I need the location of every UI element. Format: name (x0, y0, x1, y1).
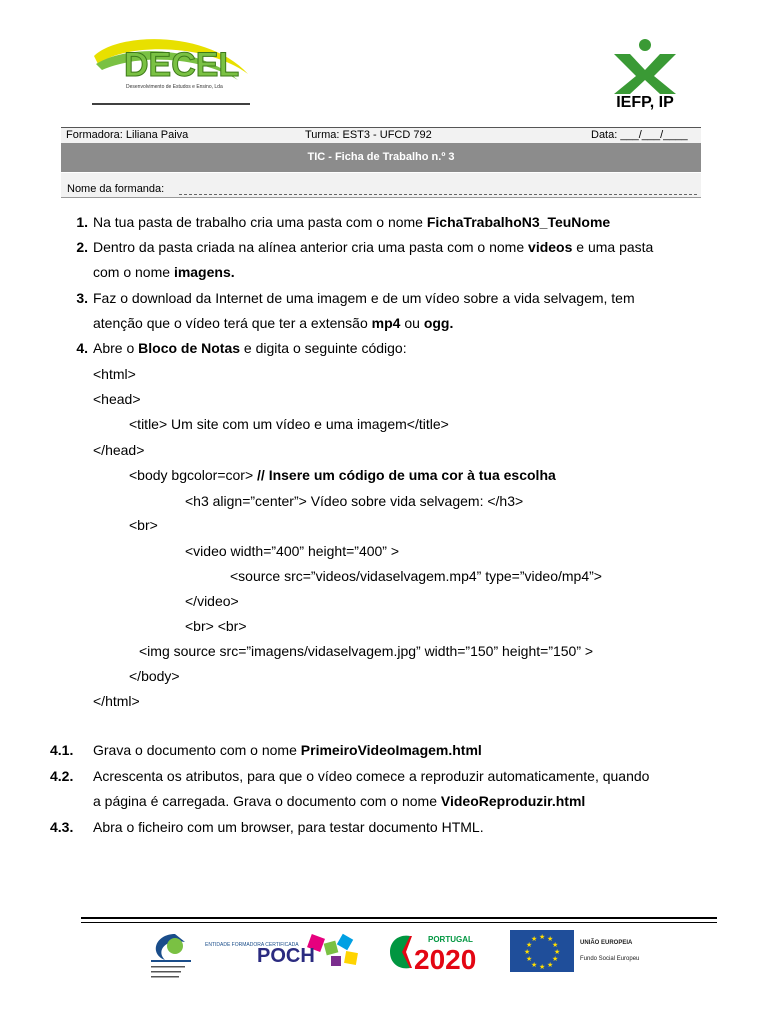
eu-fse-logo (510, 930, 662, 972)
code-line: </video> (185, 593, 239, 609)
worksheet-title-text: TIC - Ficha de Trabalho n.º 3 (307, 151, 455, 163)
item-number: 4. (76, 340, 88, 356)
svg-text:★: ★ (539, 963, 546, 971)
item-text: Abre o (93, 340, 139, 356)
iefp-logo (600, 38, 690, 111)
item-number: 1. (76, 214, 88, 230)
code-line: <br> (129, 517, 158, 533)
portugal-text: PORTUGAL (428, 935, 473, 944)
portugal-2020-logo (388, 932, 494, 975)
item-text: a página é carregada. Grava o documento com o nome (93, 793, 441, 809)
sub-item-4-3 (50, 818, 484, 836)
svg-text:★: ★ (526, 941, 533, 949)
list-item-3-cont (93, 314, 453, 332)
item-text: com o nome (93, 264, 174, 280)
footer-divider (81, 917, 717, 919)
sub-item-number: 4.2. (50, 768, 74, 784)
code-comment: // Insere um código de uma cor à tua escolha (257, 467, 556, 483)
item-text: Dentro da pasta criada na alínea anterior cria uma pasta com o nome (93, 239, 529, 255)
svg-text:★: ★ (526, 955, 533, 963)
sub-item-number: 4.1. (50, 742, 74, 758)
cert-label: ENTIDADE FORMADORA CERTIFICADA (205, 942, 299, 948)
sub-item-4-1 (50, 741, 482, 759)
name-row (61, 173, 701, 198)
svg-text:★: ★ (552, 941, 559, 949)
poch-text: POCH (257, 945, 315, 967)
sub-item-4-2-cont (93, 792, 585, 810)
fse-text: Fundo Social Europeu (580, 956, 640, 962)
item-text: Grava o documento com o nome (93, 742, 301, 758)
item-text: Abra o ficheiro com um browser, para testar documento HTML. (93, 819, 484, 835)
formadora-label: Formadora: Liliana Paiva (66, 129, 189, 141)
p2020-text: 2020 (414, 944, 477, 975)
code-line: <br> <br> (185, 618, 247, 634)
info-row (61, 127, 701, 144)
decel-logo (88, 34, 253, 106)
item-text: Na tua pasta de trabalho cria uma pasta com o nome (93, 214, 427, 230)
svg-text:★: ★ (531, 961, 538, 969)
code-line: </head> (93, 442, 145, 458)
svg-text:★: ★ (552, 955, 559, 963)
item-text: Acrescenta os atributos, para que o vídeo comece a reproduzir automaticamente, quando (93, 768, 650, 784)
item-number: 2. (76, 239, 88, 255)
code-line: <video width=”400” height=”400” > (185, 543, 400, 559)
sub-item-4-2 (50, 767, 650, 785)
decel-tagline: Desenvolvimento de Estudos e Ensino, Lda (126, 84, 223, 90)
code-line: <title> Um site com um vídeo e uma imagem</title> (129, 416, 449, 432)
nome-field[interactable] (179, 194, 697, 195)
footer-divider (81, 922, 717, 923)
turma-label: Turma: EST3 - UFCD 792 (305, 129, 432, 141)
list-item-2-cont (93, 263, 235, 281)
item-bold: Bloco de Notas (138, 340, 241, 356)
code-line: </body> (129, 668, 180, 684)
item-bold: VideoReproduzir.html (440, 793, 586, 809)
svg-text:★: ★ (547, 935, 554, 943)
svg-text:★: ★ (539, 933, 546, 941)
item-bold: PrimeiroVideoImagem.html (300, 742, 482, 758)
svg-text:★: ★ (524, 948, 531, 956)
worksheet-title (61, 143, 701, 172)
ue-text: UNIÃO EUROPEIA (580, 940, 633, 946)
item-bold: FichaTrabalhoN3_TeuNome (426, 214, 611, 230)
svg-text:★: ★ (547, 961, 554, 969)
nome-label: Nome da formanda: (67, 183, 165, 195)
data-field[interactable]: Data: ___/___/____ (591, 129, 688, 141)
code-line: </html> (93, 693, 140, 709)
code-line (129, 466, 556, 484)
iefp-text: IEFP, IP (616, 94, 674, 111)
code-line: <head> (93, 391, 141, 407)
item-bold: mp4 (371, 315, 401, 331)
item-bold: videos (528, 239, 573, 255)
item-text: Faz o download da Internet de uma imagem e de um vídeo sobre a vida selvagem, tem (93, 290, 635, 306)
code-line: <h3 align=”center”> Vídeo sobre vida selvagem: </h3> (185, 493, 524, 509)
item-text: e digita o seguinte código: (240, 340, 407, 356)
poch-logo (253, 932, 365, 972)
item-text: ou (400, 315, 424, 331)
item-bold: imagens. (173, 264, 235, 280)
svg-text:★: ★ (531, 935, 538, 943)
code-text: <body bgcolor=cor> (129, 467, 258, 483)
item-text: e uma pasta (572, 239, 654, 255)
code-line: <source src=”videos/vidaselvagem.mp4” type=”video/mp4”> (230, 568, 602, 584)
code-line: <img source src=”imagens/vidaselvagem.jpg” width=”150” height=”150” > (139, 643, 594, 659)
item-number: 3. (76, 290, 88, 306)
svg-text:★: ★ (554, 948, 561, 956)
item-bold: ogg. (423, 315, 454, 331)
sub-item-number: 4.3. (50, 819, 74, 835)
item-text: atenção que o vídeo terá que ter a extensão (93, 315, 372, 331)
code-line: <html> (93, 366, 136, 382)
decel-logo-text: DECEL (124, 46, 240, 84)
